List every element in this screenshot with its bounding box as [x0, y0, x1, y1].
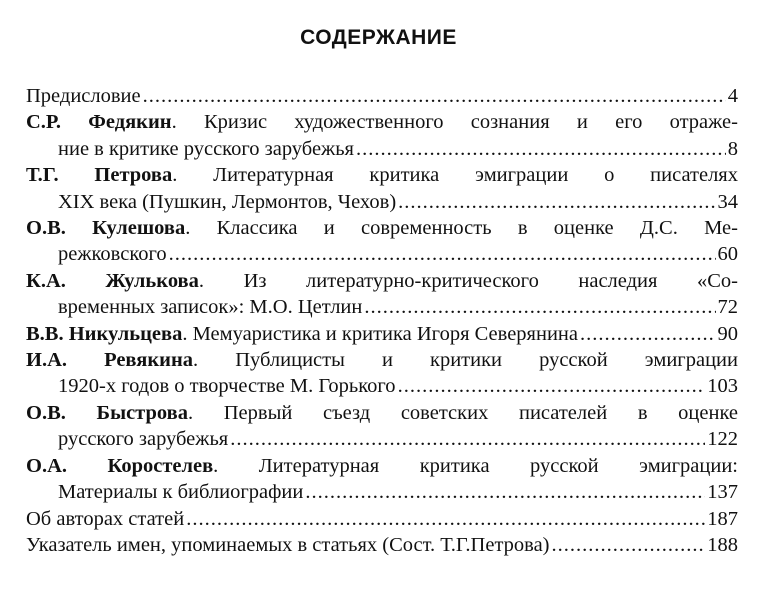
toc-entry — [26, 162, 738, 215]
entry-title: . Классика и современность в оценке Д.С. Ме- — [185, 217, 738, 240]
toc-entry — [26, 215, 738, 268]
toc-line — [26, 426, 738, 452]
dot-leader — [552, 532, 706, 558]
entry-title-continued: режковского — [58, 243, 167, 266]
dot-leader — [186, 506, 705, 532]
toc-entry — [26, 268, 738, 321]
page-title: СОДЕРЖАНИЕ — [300, 26, 457, 49]
toc-line — [26, 347, 738, 373]
toc-entry — [26, 506, 738, 532]
page-number: 187 — [707, 507, 738, 530]
entry-title: Указатель имен, упоминаемых в статьях (Сост. Т.Г.Петрова) — [26, 533, 550, 556]
entry-author: О.В. Кулешова — [26, 217, 186, 240]
dot-leader — [398, 373, 706, 399]
entry-title-continued: XIX века (Пушкин, Лермонтов, Чехов) — [58, 190, 397, 213]
entry-author: К.А. Жулькова — [26, 269, 199, 292]
toc-entry — [26, 83, 738, 109]
toc-entry — [26, 400, 738, 453]
toc-entry — [26, 453, 738, 506]
entry-title: . Литературная критика русской эмиграции: — [213, 454, 738, 477]
entry-title-continued: временных записок»: М.О. Цетлин — [58, 296, 363, 319]
dot-leader — [143, 83, 726, 109]
toc-line — [26, 136, 738, 162]
entry-title: Об авторах статей — [26, 507, 185, 530]
entry-title-continued: русского зарубежья — [58, 428, 229, 451]
toc-entry — [26, 321, 738, 347]
entry-author: О.А. Коростелев — [26, 454, 214, 477]
dot-leader — [305, 479, 705, 505]
entry-title: . Публицисты и критики русской эмиграции — [193, 349, 738, 372]
page-number: 90 — [717, 322, 738, 345]
toc-line — [26, 479, 738, 505]
entry-author: В.В. Никульцева — [26, 322, 183, 345]
entry-author: И.А. Ревякина — [26, 349, 193, 372]
toc-line — [26, 83, 738, 109]
toc-entry — [26, 109, 738, 162]
page-number: 188 — [707, 533, 738, 556]
toc-line — [26, 373, 738, 399]
toc-line — [26, 532, 738, 558]
entry-title-continued: 1920-х годов о творчестве М. Горького — [58, 375, 396, 398]
entry-title: . Мемуаристика и критика Игоря Северянина — [182, 322, 578, 345]
page-number: 122 — [707, 428, 738, 451]
toc-line — [26, 189, 738, 215]
toc-line — [26, 241, 738, 267]
entry-title: Предисловие — [26, 85, 141, 107]
page-number: 103 — [707, 375, 738, 398]
entry-author: Т.Г. Петрова — [26, 164, 173, 187]
page-number: 60 — [717, 243, 738, 266]
dot-leader — [580, 321, 716, 347]
toc-line — [26, 400, 738, 426]
toc-line — [26, 215, 738, 241]
page-number: 137 — [707, 481, 738, 504]
entry-author: О.В. Быстрова — [26, 401, 188, 424]
page-number: 8 — [727, 137, 738, 160]
toc-line — [26, 321, 738, 347]
toc-entry — [26, 347, 738, 400]
toc-line — [26, 453, 738, 479]
toc-entry — [26, 532, 738, 558]
dot-leader — [169, 241, 716, 267]
entry-title-continued: ние в критике русского зарубежья — [58, 137, 354, 160]
page-number: 4 — [727, 85, 738, 107]
entry-title: . Из литературно-критического наследия «Со- — [198, 269, 739, 292]
entry-author: С.Р. Федякин — [26, 111, 172, 134]
entry-title: . Кризис художественного сознания и его отраже- — [171, 111, 738, 134]
entry-title: . Первый съезд советских писателей в оценке — [187, 401, 739, 424]
table-of-contents — [26, 83, 738, 558]
page-number: 72 — [717, 296, 738, 319]
dot-leader — [364, 294, 715, 320]
dot-leader — [356, 136, 726, 162]
dot-leader — [230, 426, 705, 452]
toc-line — [26, 294, 738, 320]
dot-leader — [398, 189, 715, 215]
entry-title-continued: Материалы к библиографии — [58, 481, 304, 504]
toc-line — [26, 109, 738, 135]
page-number: 34 — [717, 190, 738, 213]
toc-line — [26, 268, 738, 294]
toc-line — [26, 506, 738, 532]
entry-title: . Литературная критика эмиграции о писателях — [172, 164, 738, 187]
toc-line — [26, 162, 738, 188]
